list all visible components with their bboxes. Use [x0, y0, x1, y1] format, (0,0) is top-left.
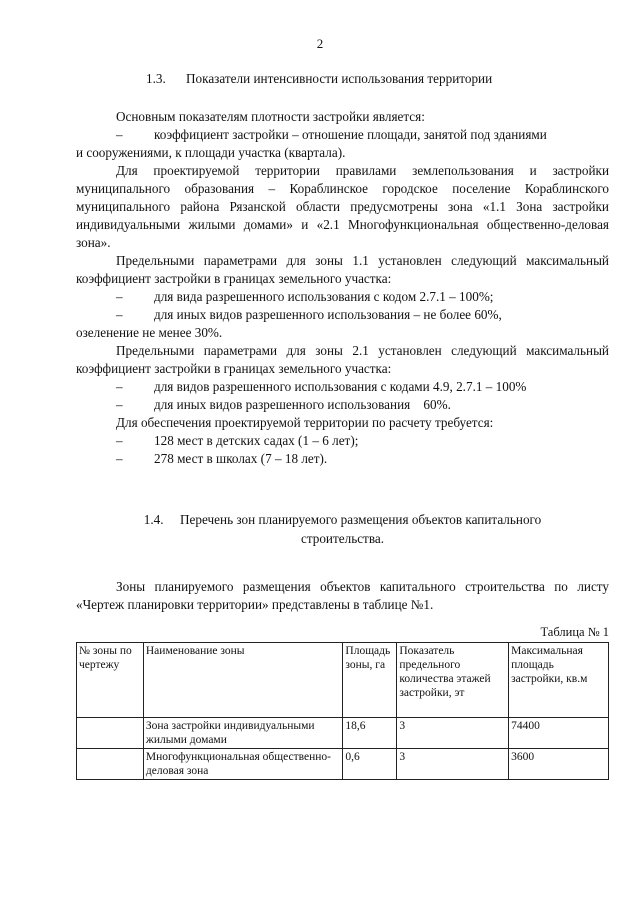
table-cell: Многофункциональная общественно-деловая зона — [143, 749, 343, 780]
table-intro-paragraph: Зоны планируемого размещения объектов капитального строительства по листу «Чертеж планировки территории» представлены в таблице №1. — [76, 579, 609, 613]
list-item-text: 278 мест в школах (7 – 18 лет). — [154, 451, 328, 466]
list-item-continuation: озеленение не менее 30%. — [76, 325, 223, 340]
list-item — [76, 450, 609, 468]
dash-marker: – — [116, 397, 123, 412]
list-item-text: коэффициент застройки – отношение площади, занятой под зданиями — [154, 127, 547, 142]
list-item — [76, 432, 609, 450]
paragraph: Предельными параметрами для зоны 2.1 установлен следующий максимальный коэффициент застройки в границах земельного участка: — [76, 343, 609, 376]
table-row — [77, 718, 609, 749]
dash-marker: – — [116, 451, 123, 466]
table-cell: 3 — [397, 718, 509, 749]
section-1-4-heading — [76, 510, 609, 548]
table-cell: 0,6 — [343, 749, 397, 780]
dash-marker: – — [116, 307, 123, 322]
section-1-4-title: Перечень зон планируемого размещения объектов капитального — [180, 512, 542, 527]
list-item — [76, 306, 609, 324]
section-1-3-title: Показатели интенсивности использования территории — [186, 71, 493, 86]
column-header: Площадь зоны, га — [343, 643, 397, 718]
table-caption: Таблица № 1 — [540, 625, 609, 639]
list-item-continuation: и сооружениями, к площади участка (квартала). — [76, 145, 346, 160]
paragraph: Основным показателям плотности застройки является: — [116, 109, 425, 124]
section-1-4-number: 1.4. — [143, 512, 164, 527]
zones-table — [76, 642, 609, 780]
dash-marker: – — [116, 289, 123, 304]
table-cell — [77, 718, 144, 749]
list-item-text: 128 мест в детских садах (1 – 6 лет); — [154, 433, 359, 448]
list-item — [76, 288, 609, 306]
page-number: 2 — [316, 36, 324, 51]
dash-marker: – — [116, 127, 123, 142]
paragraph: Для обеспечения проектируемой территории по расчету требуется: — [116, 415, 494, 430]
section-1-4-line2: строительства. — [300, 531, 385, 546]
list-item — [76, 126, 609, 144]
list-item — [76, 378, 609, 396]
table-cell: Зона застройки индивидуальными жилыми домами — [143, 718, 343, 749]
column-header: № зоны по чертежу — [77, 643, 144, 718]
column-header: Показатель предельного количества этажей застройки, эт — [397, 643, 509, 718]
table-cell: 3600 — [509, 749, 609, 780]
list-item-text: для иных видов разрешенного использования 60%. — [154, 397, 451, 412]
table-row — [77, 749, 609, 780]
table-cell — [77, 749, 144, 780]
list-item — [76, 396, 609, 414]
section-1-3-body — [76, 108, 609, 468]
dash-marker: – — [116, 433, 123, 448]
table-header-row — [77, 643, 609, 718]
section-1-3-number: 1.3. — [146, 71, 166, 86]
list-item-text: для иных видов разрешенного использования – не более 60%, — [154, 307, 502, 322]
section-1-4-line1 — [76, 510, 609, 529]
paragraph: Предельными параметрами для зоны 1.1 установлен следующий максимальный коэффициент застройки в границах земельного участка: — [76, 253, 609, 286]
column-header: Наименование зоны — [143, 643, 343, 718]
table-cell: 74400 — [509, 718, 609, 749]
dash-marker: – — [116, 379, 123, 394]
paragraph: Для проектируемой территории правилами землепользования и застройки муниципального образования – Кораблинское городское поселение Кораблинского муниципального района Рязанской области предусмотрены зона «1.1 Зона застройки индивидуальными жилыми домами» и «2.1 Многофункциональная общественно-деловая зона». — [76, 163, 609, 250]
list-item-text: для видов разрешенного использования с кодами 4.9, 2.7.1 – 100% — [154, 379, 527, 394]
table-cell: 3 — [397, 749, 509, 780]
table-cell: 18,6 — [343, 718, 397, 749]
list-item-text: для вида разрешенного использования с кодом 2.7.1 – 100%; — [154, 289, 494, 304]
column-header: Максимальная площадь застройки, кв.м — [509, 643, 609, 718]
